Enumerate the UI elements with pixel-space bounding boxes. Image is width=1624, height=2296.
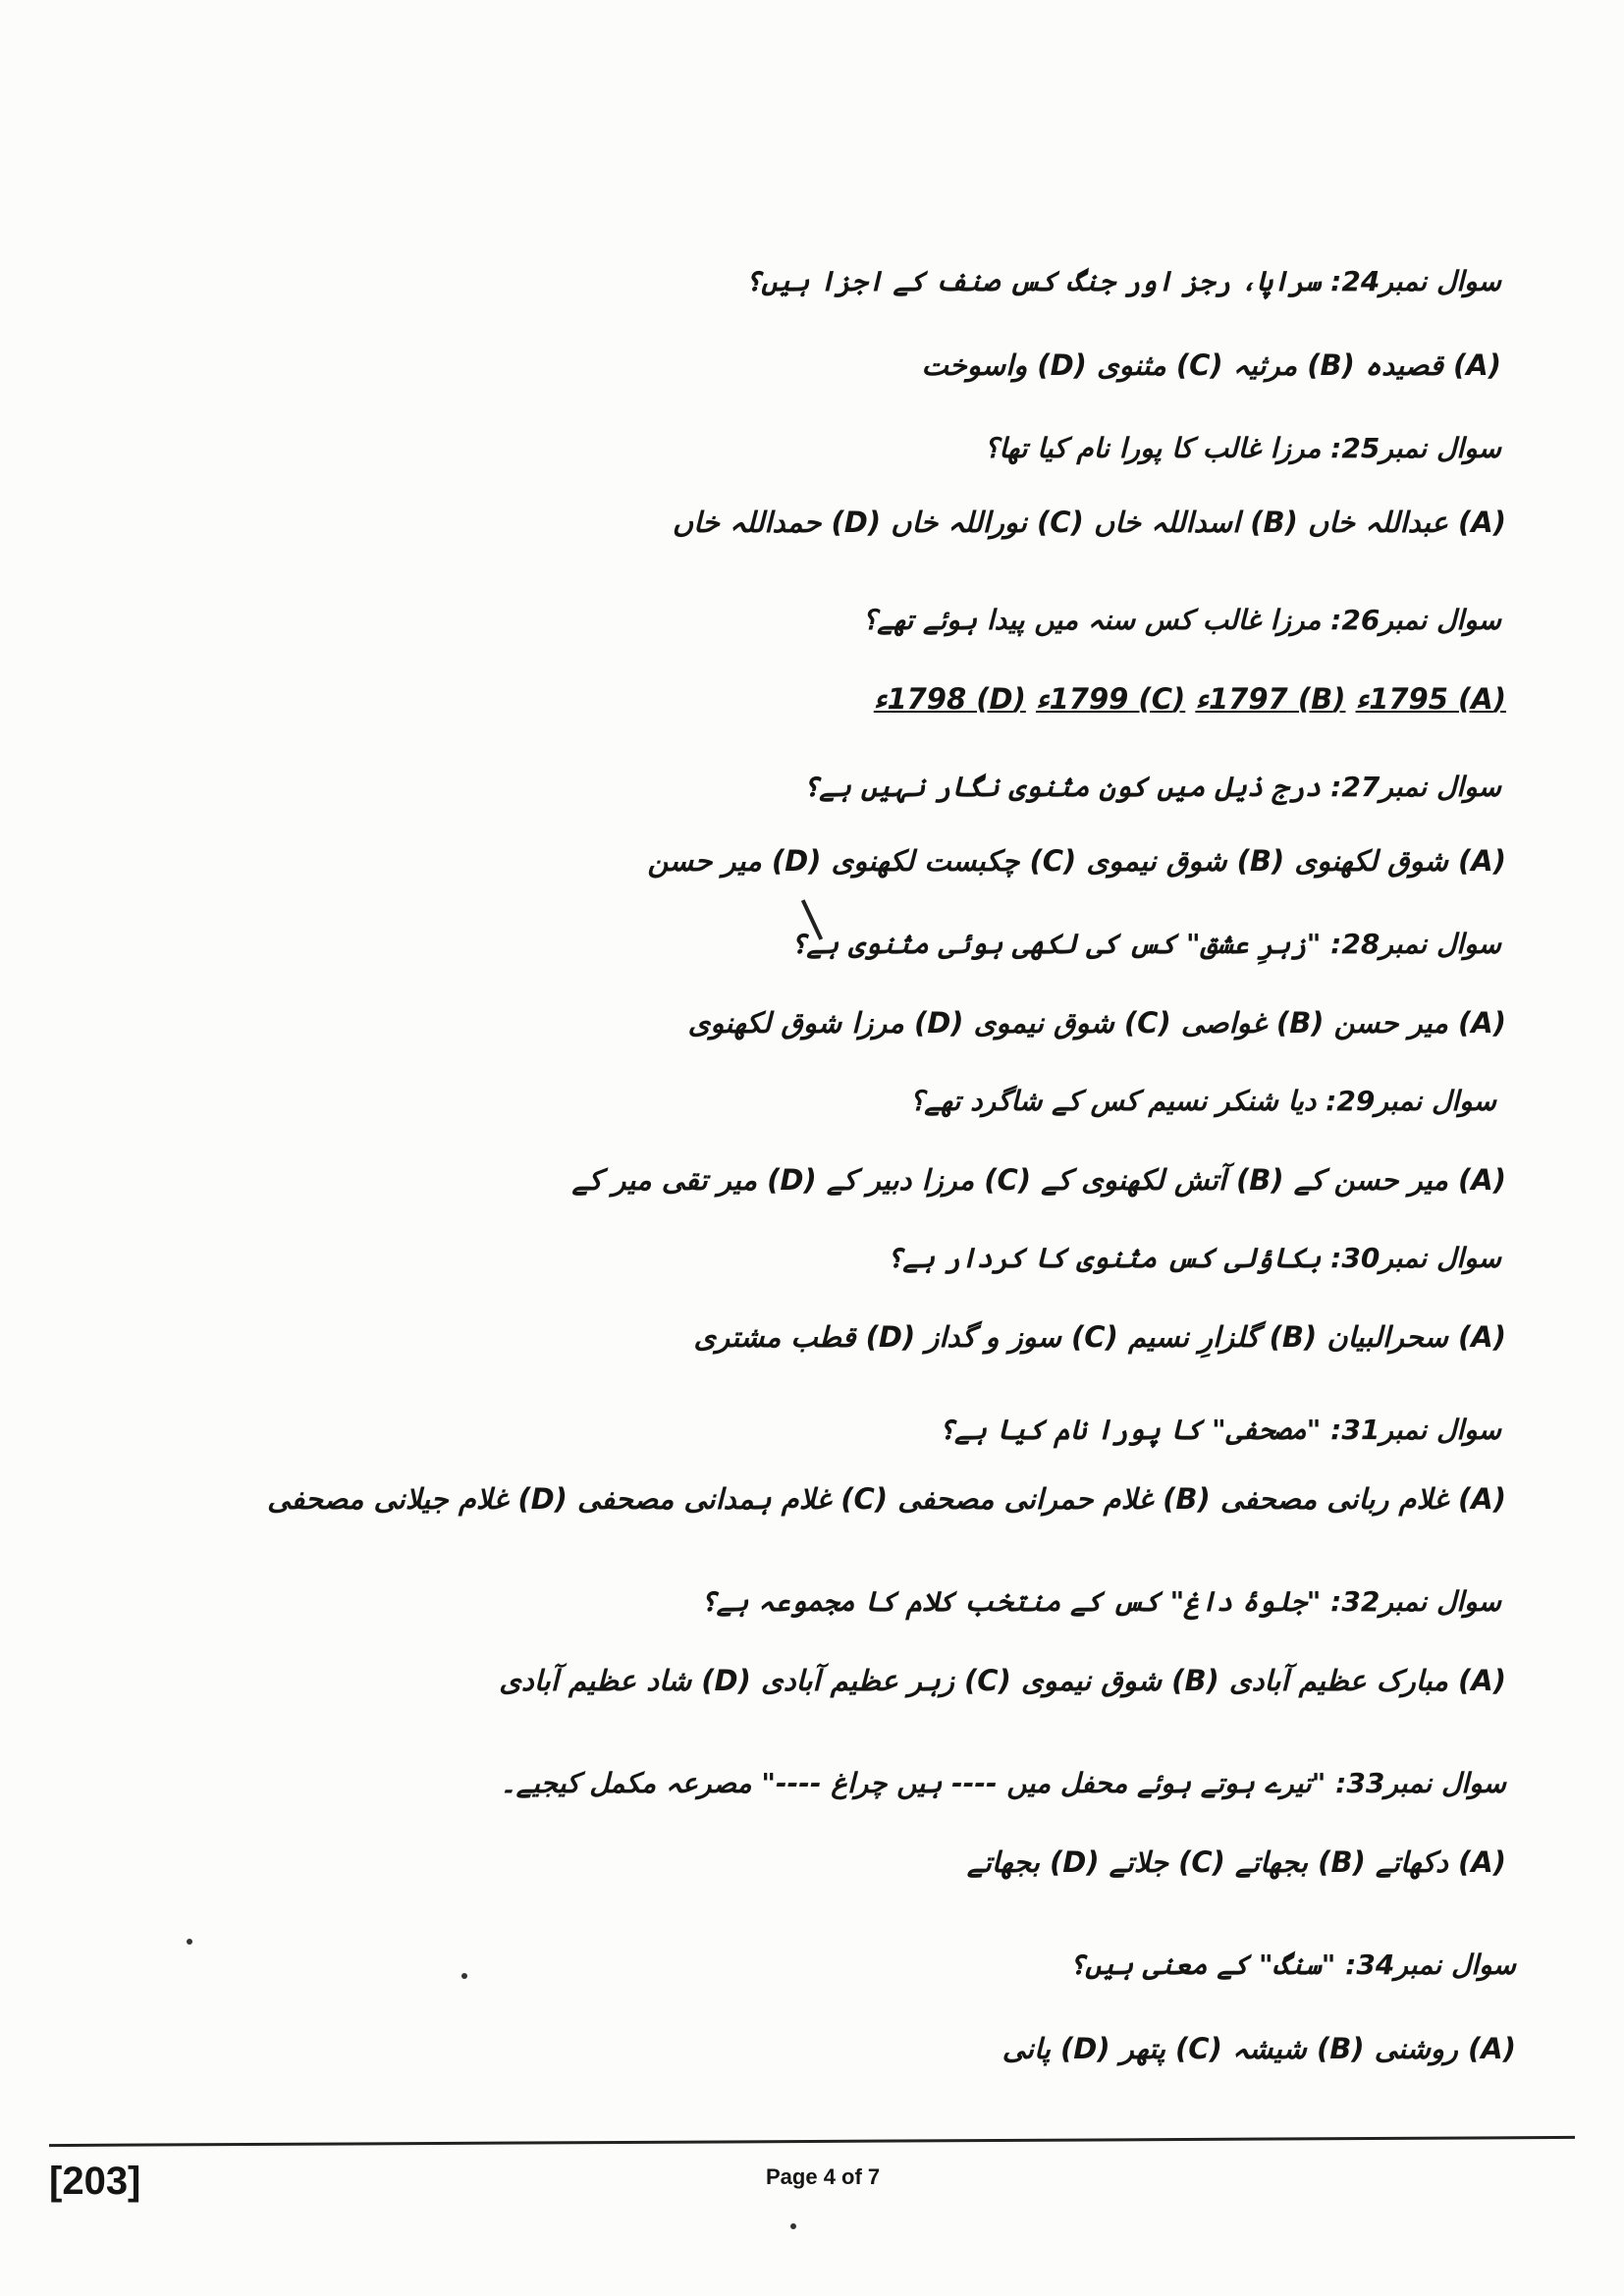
option-b: (B) بجھاتے <box>1235 1845 1366 1879</box>
option-a: (A) میر حسن کے <box>1293 1163 1506 1197</box>
option-c: (C) زہر عظیم آبادی <box>761 1664 1011 1697</box>
option-d: (D) بجھاتے <box>966 1845 1100 1879</box>
options-34 <box>118 2032 1516 2065</box>
option-a: (A) 1795ء <box>1355 682 1506 716</box>
options-32 <box>118 1664 1506 1697</box>
option-b: (B) غلام حمرانی مصحفی <box>897 1482 1211 1516</box>
options-31 <box>118 1482 1506 1516</box>
option-b: (B) غواصی <box>1180 1006 1325 1040</box>
page-number: Page 4 of 7 <box>766 2164 881 2189</box>
option-c: (C) چکبست لکھنوی <box>831 844 1077 878</box>
option-d: (D) میر حسن <box>647 844 822 878</box>
question-32: سوال نمبر32: "جلوۂ داغ" کس کے منتخب کلام کا مجموعہ ہے؟ <box>700 1585 1501 1618</box>
speck <box>187 1939 192 1945</box>
paper-code: [203] <box>49 2160 141 2203</box>
option-a: (A) غلام ربانی مصحفی <box>1219 1482 1506 1516</box>
option-b: (B) 1797ء <box>1195 682 1346 716</box>
option-d: (D) مرزا شوق لکھنوی <box>687 1006 964 1040</box>
options-26 <box>118 682 1506 716</box>
question-28: سوال نمبر28: "زہرِ عشق" کس کی لکھی ہوئی مثنوی ہے؟ <box>790 928 1501 960</box>
options-33 <box>118 1845 1506 1879</box>
option-d: (D) قطب مشتری <box>693 1320 916 1354</box>
option-c: (C) سوز و گداز <box>925 1320 1118 1354</box>
option-b: (B) شوق نیموی <box>1020 1664 1219 1697</box>
option-d: (D) واسوخت <box>921 348 1087 382</box>
option-b: (B) شیشہ <box>1231 2032 1365 2065</box>
option-c: (C) شوق نیموی <box>973 1006 1171 1040</box>
option-b: (B) گلزارِ نسیم <box>1127 1320 1318 1354</box>
speck <box>790 2223 796 2229</box>
option-d: (D) غلام جیلانی مصحفی <box>267 1482 568 1516</box>
question-25: سوال نمبر25: مرزا غالب کا پورا نام کیا تھا؟ <box>984 432 1501 464</box>
option-d: (D) حمداللہ خاں <box>672 506 882 539</box>
options-25 <box>118 506 1506 539</box>
option-b: (B) اسداللہ خاں <box>1093 506 1298 539</box>
question-34: سوال نمبر34: "سنگ" کے معنی ہیں؟ <box>1068 1949 1516 1981</box>
option-d: (D) پانی <box>1001 2032 1110 2065</box>
option-c: (C) نوراللہ خاں <box>891 506 1084 539</box>
option-a: (A) عبداللہ خاں <box>1308 506 1506 539</box>
option-b: (B) آتش لکھنوی کے <box>1041 1163 1284 1197</box>
option-a: (A) مبارک عظیم آبادی <box>1228 1664 1506 1697</box>
option-b: (B) شوق نیموی <box>1086 844 1285 878</box>
option-a: (A) روشنی <box>1374 2032 1516 2065</box>
option-c: (C) جلاتے <box>1109 1845 1225 1879</box>
options-28 <box>118 1006 1506 1040</box>
options-29 <box>118 1163 1506 1197</box>
speck <box>461 1973 467 1979</box>
question-26: سوال نمبر26: مرزا غالب کس سنہ میں پیدا ہوئے تھے؟ <box>862 604 1501 636</box>
option-b: (B) مرثیہ <box>1232 348 1355 382</box>
question-30: سوال نمبر30: بکاؤلی کس مثنوی کا کردار ہے؟ <box>886 1242 1501 1274</box>
option-a: (A) شوق لکھنوی <box>1294 844 1506 878</box>
question-33: سوال نمبر33: "تیرے ہوتے ہوئے محفل میں ---- ہیں چراغ ----" مصرعہ مکمل کیجیے۔ <box>500 1767 1506 1799</box>
option-c: (C) پتھر <box>1119 2032 1222 2065</box>
option-a: (A) قصیدہ <box>1364 348 1501 382</box>
options-30 <box>118 1320 1506 1354</box>
question-27: سوال نمبر27: درج ذیل میں کون مثنوی نگار نہیں ہے؟ <box>802 771 1501 803</box>
option-c: (C) مثنوی <box>1097 348 1223 382</box>
question-24: سوال نمبر24: سراپا، رجز اور جنگ کس صنف کے اجزا ہیں؟ <box>744 265 1501 297</box>
option-d: (D) 1798ء <box>873 682 1026 716</box>
question-29: سوال نمبر29: دیا شنکر نسیم کس کے شاگرد تھے؟ <box>909 1085 1496 1117</box>
options-24 <box>118 348 1501 382</box>
option-a: (A) سحرالبیان <box>1326 1320 1506 1354</box>
options-27 <box>118 844 1506 878</box>
footer-rule <box>49 2136 1575 2147</box>
option-d: (D) شاد عظیم آبادی <box>499 1664 751 1697</box>
option-a: (A) دکھاتے <box>1375 1845 1506 1879</box>
question-31: سوال نمبر31: "مصحفی" کا پورا نام کیا ہے؟ <box>938 1414 1501 1446</box>
option-c: (C) 1799ء <box>1035 682 1186 716</box>
option-a: (A) میر حسن <box>1333 1006 1506 1040</box>
option-c: (C) غلام ہمدانی مصحفی <box>577 1482 889 1516</box>
option-d: (D) میر تقی میر کے <box>571 1163 817 1197</box>
option-c: (C) مرزا دبیر کے <box>826 1163 1032 1197</box>
